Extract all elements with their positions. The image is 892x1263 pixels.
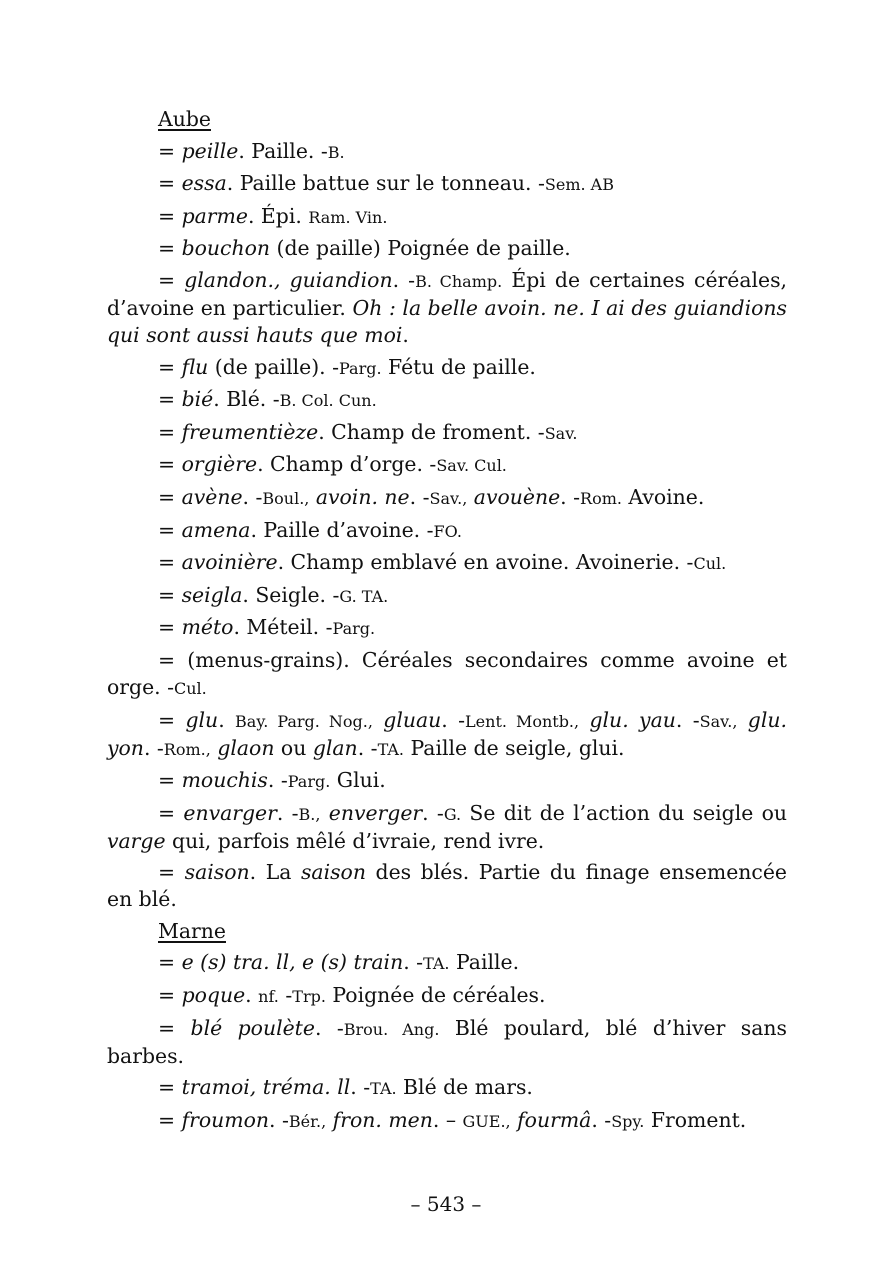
locality-abbreviation: Spy. [611,1111,645,1131]
locality-abbreviation: B. Champ. [415,271,503,291]
locality-abbreviation: TA. [423,954,450,974]
definition-text: . Champ de froment. - [318,419,545,444]
glossary-entry [107,707,787,763]
dialect-term: glaon [217,735,275,760]
definition-text: . - [269,1107,289,1132]
definition-text: = [158,452,182,477]
locality-abbreviation: TA. [370,1079,397,1099]
glossary-entry [107,549,787,577]
glossary-entry [107,949,787,977]
definition-text: Blé de mars. [396,1075,533,1100]
definition-text: = [158,1075,182,1100]
glossary-entry [107,419,787,447]
locality-abbreviation: Ram. Vin. [308,207,388,227]
locality-abbreviation: Sav., [699,711,738,731]
glossary-entry [107,451,787,479]
locality-abbreviation: Parg. [332,619,376,639]
definition-text: . Seigle. - [242,582,340,607]
definition-text: = [158,768,182,793]
dialect-term: varge [107,828,166,853]
definition-text: Paille. [449,950,520,975]
definition-text [737,708,747,732]
definition-text [579,708,589,732]
dialect-term: freumentièze [181,419,319,444]
dialect-term: fron. men [332,1107,433,1132]
definition-text [320,801,328,825]
glossary-entry [107,859,787,913]
locality-abbreviation: nf. [258,987,279,1007]
locality-abbreviation: TA. [377,739,404,759]
glossary-entry [107,517,787,545]
dialect-term: e (s) tra. ll, e (s) train [181,950,404,975]
locality-abbreviation: G. TA. [339,586,389,606]
glossary-entry [107,1074,787,1102]
definition-text: Avoine. [621,484,705,509]
definition-text: Se dit de l’action du seigle ou [461,800,787,825]
definition-text: = [158,550,182,575]
definition-text: ou [274,735,313,760]
locality-abbreviation: Trp. [292,987,326,1007]
definition-text: . [245,983,259,1008]
definition-text: = [158,517,182,542]
definition-text: = [158,615,182,640]
definition-text: = [158,707,186,732]
definition-text: Poignée de céréales. [325,983,546,1008]
locality-abbreviation: B., [298,804,321,824]
definition-text: . - [242,484,263,509]
dialect-term: blé poulète [190,1015,315,1040]
locality-abbreviation: Rom., [163,739,211,759]
definition-text: = [158,267,185,292]
dialect-term: glandon., guiandion [184,267,393,292]
definition-text: . - [350,1075,371,1100]
definition-text: . - [314,1015,344,1040]
locality-abbreviation: Sav. [544,423,578,443]
dialect-term: seigla [181,582,243,607]
definition-text: . - [675,707,700,732]
definition-text: Fétu de paille. [381,354,536,379]
glossary-entry [107,484,787,512]
glossary-entry [107,1107,787,1135]
glossary-entry [107,614,787,642]
glossary-entry [107,354,787,382]
glossary-entry [107,1015,787,1070]
dialect-term: flu [181,354,209,379]
definition-text: . - [267,768,288,793]
definition-text: . La [249,860,301,885]
dialect-term: glan [312,735,358,760]
locality-abbreviation: Sav., [429,488,468,508]
definition-text: = [158,236,182,261]
locality-abbreviation: Rom. [580,488,622,508]
locality-abbreviation: Sem. AB [544,175,614,195]
definition-text [373,708,383,732]
glossary-entry [107,582,787,610]
locality-abbreviation: Parg. [287,772,331,792]
definition-text: . - [409,484,430,509]
definition-text: = [158,484,182,509]
glossary-entry [107,647,787,702]
definition-text: des blés. Partie du finage ensemencée en blé. [107,860,787,912]
definition-text: Blé poulard, blé d’hiver sans barbes. [107,1015,787,1068]
dialect-term: saison [184,860,250,885]
glossary-entry [107,767,787,795]
definition-text: . Paille. - [238,138,328,163]
glossary-entry [107,138,787,166]
definition-text: qui, parfois mêlé d’ivraie, rend ivre. [165,828,545,853]
definition-text: . Méteil. - [233,615,333,640]
definition-text: . - [560,484,581,509]
definition-text: . [402,322,409,347]
glossary-entry [107,235,787,262]
locality-abbreviation: Brou. Ang. [343,1019,440,1039]
dialect-term: avouène [473,484,561,509]
region-section-marne [107,918,787,1135]
locality-abbreviation: G. [443,804,462,824]
definition-text: = [158,387,182,412]
locality-abbreviation: GUE., [462,1111,511,1131]
definition-text: = [158,582,182,607]
glossary-body [107,106,787,1139]
locality-abbreviation: Lent. Montb., [465,711,580,731]
dialect-term: bié [181,387,214,412]
region-section-aube [107,106,787,913]
definition-text: . - [392,267,416,292]
dialect-term: avoin. ne [315,484,410,509]
dialect-term: froumon [181,1107,270,1132]
definition-text: . Paille d’avoine. - [250,517,434,542]
glossary-entry [107,800,787,855]
definition-text: (de paille). - [208,354,339,379]
definition-text: . - [591,1107,612,1132]
definition-text: . - [357,735,378,760]
dialect-term: peille [181,138,239,163]
dialect-term: gluau [383,707,442,732]
locality-abbreviation: Sav. Cul. [436,456,507,476]
dialect-term: mouchis [181,768,268,793]
dialect-term: parme [181,203,248,228]
definition-text: . - [276,800,299,825]
definition-text: = [158,138,182,163]
definition-text: = [158,800,184,825]
definition-text: = (menus-grains). Céréales secondaires comme avoine et orge. - [107,647,787,699]
locality-abbreviation: Cul. [693,554,727,574]
dialect-term: glu [185,707,219,732]
dialect-term: avoinière [181,550,278,575]
dialect-term: bouchon [181,236,271,261]
definition-text: = [158,983,182,1008]
dialect-term: glu. yau [589,707,676,732]
locality-abbreviation: Parg. [339,358,382,378]
locality-abbreviation: Bay. Parg. Nog., [235,711,373,731]
definition-text: . - [441,707,466,732]
definition-text: . - [143,735,164,760]
definition-text: . - [422,800,444,825]
definition-text: - [278,983,293,1008]
definition-text: . Champ emblavé en avoine. Avoinerie. - [277,550,694,575]
locality-abbreviation: B. [327,142,345,162]
locality-abbreviation: B. Col. Cun. [279,391,377,411]
definition-text: Froment. [644,1107,747,1132]
dialect-term: envarger [183,800,277,825]
glossary-entry [107,386,787,414]
dialect-term: avène [181,484,243,509]
definition-text: Paille de seigle, glui. [404,735,625,760]
locality-abbreviation: Cul. [174,678,207,698]
definition-text: . Épi. [247,203,309,228]
definition-text: = [158,203,182,228]
definition-text: Épi de certaines céréales, d’avoine en particulier. [107,267,788,320]
definition-text: = [158,419,182,444]
definition-text: . - [403,950,424,975]
dialect-term: méto [181,615,234,640]
definition-text: . Paille battue sur le tonneau. - [226,171,545,196]
region-heading: Aube [158,107,211,131]
region-heading: Marne [158,918,226,943]
definition-text: = [158,1015,191,1040]
definition-text: . Blé. - [213,387,280,412]
definition-text: = [158,171,182,196]
definition-text: = [158,950,182,975]
glossary-entry [107,170,787,198]
glossary-entry [107,203,787,231]
definition-text: . [218,707,236,732]
locality-abbreviation: Bér., [288,1111,327,1131]
dialect-term: tramoi, tréma. ll [181,1075,351,1100]
definition-text: = [158,1107,182,1132]
definition-text: . Champ d’orge. - [257,452,437,477]
dialect-term: essa [181,171,227,196]
page-number: – 543 – [410,1192,482,1216]
definition-text: Glui. [330,768,386,793]
locality-abbreviation: FO. [433,521,462,541]
definition-text: . – [432,1107,463,1132]
definition-text: = [158,860,185,885]
dialect-term: saison [300,860,366,885]
dialect-term: orgière [181,452,258,477]
glossary-entry [107,982,787,1010]
dialect-term: fourmâ [517,1107,592,1132]
dialect-term: enverger [328,800,423,825]
definition-text: (de paille) Poignée de paille. [270,236,571,261]
dialect-term: poque [181,983,246,1008]
glossary-entry [107,267,787,349]
dialect-term: Oh : la belle avoin. ne. I ai des guiandions qui sont aussi hauts que moi [107,295,787,347]
dialect-term: glu. yon [107,707,787,760]
dialect-term: amena [181,517,251,542]
definition-text: = [158,354,182,379]
locality-abbreviation: Boul., [262,488,310,508]
